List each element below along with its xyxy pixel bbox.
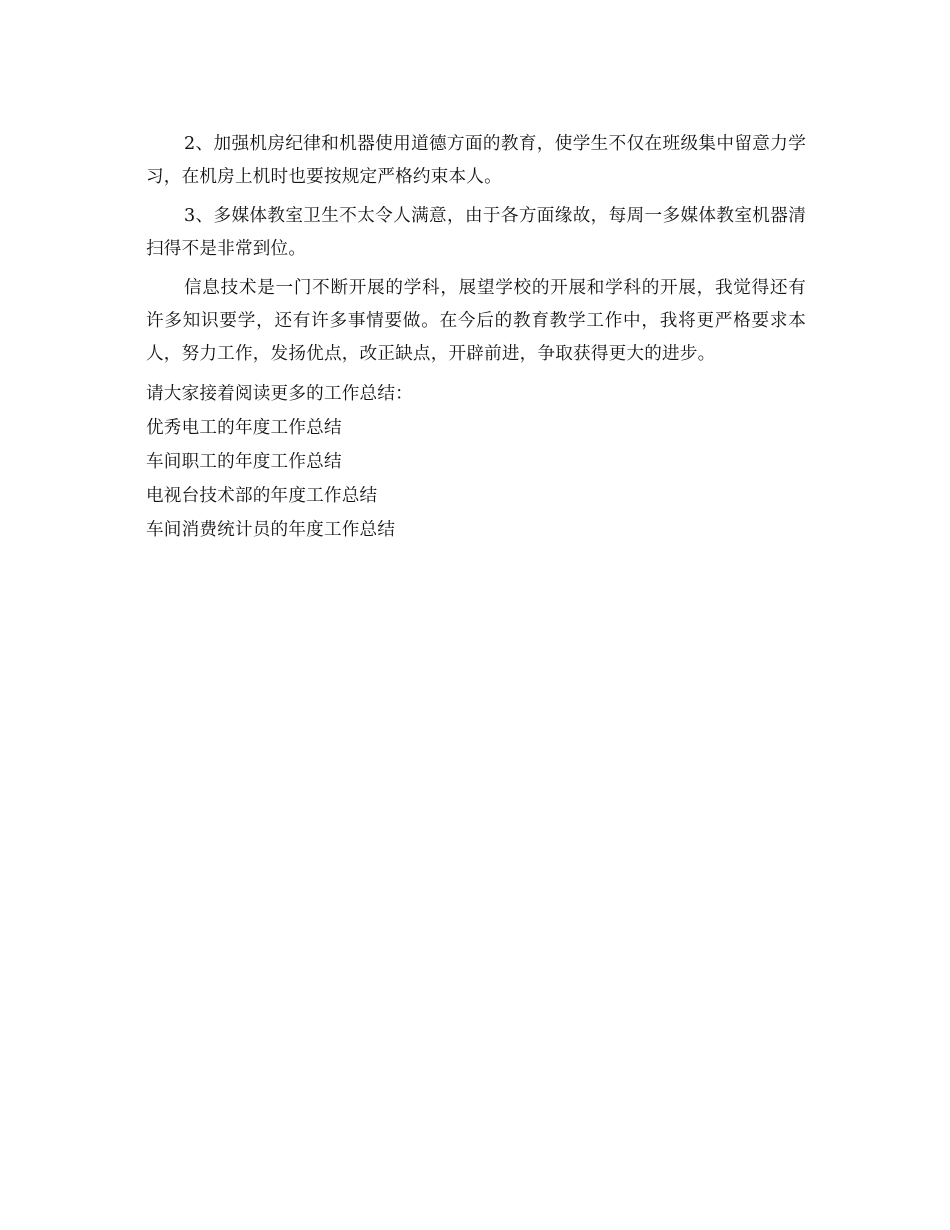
related-intro: 请大家接着阅读更多的工作总结：: [146, 384, 413, 404]
related-link-electrician[interactable]: 优秀电工的年度工作总结: [146, 418, 342, 438]
list-item: [146, 411, 806, 445]
list-item: [146, 445, 806, 479]
related-links-list: [146, 411, 806, 547]
paragraph-item-3: 3、多媒体教室卫生不太令人满意，由于各方面缘故，每周一多媒体教室机器清扫得不是非常到位。: [146, 206, 806, 259]
related-link-tv-technical[interactable]: 电视台技术部的年度工作总结: [146, 486, 378, 506]
list-item: [146, 479, 806, 513]
related-link-workshop-statistician[interactable]: 车间消费统计员的年度工作总结: [146, 520, 396, 540]
list-item: [146, 513, 806, 547]
paragraph-conclusion: 信息技术是一门不断开展的学科，展望学校的开展和学科的开展，我觉得还有许多知识要学，还有许多事情要做。在今后的教育教学工作中，我将更严格要求本人，努力工作，发扬优点，改正缺点，开辟前进，争取获得更大的进步。: [146, 278, 806, 364]
paragraph-item-2: 2、加强机房纪律和机器使用道德方面的教育，使学生不仅在班级集中留意力学习，在机房上机时也要按规定严格约束本人。: [146, 134, 806, 187]
related-link-workshop-staff[interactable]: 车间职工的年度工作总结: [146, 452, 342, 472]
document-body: [146, 128, 806, 547]
